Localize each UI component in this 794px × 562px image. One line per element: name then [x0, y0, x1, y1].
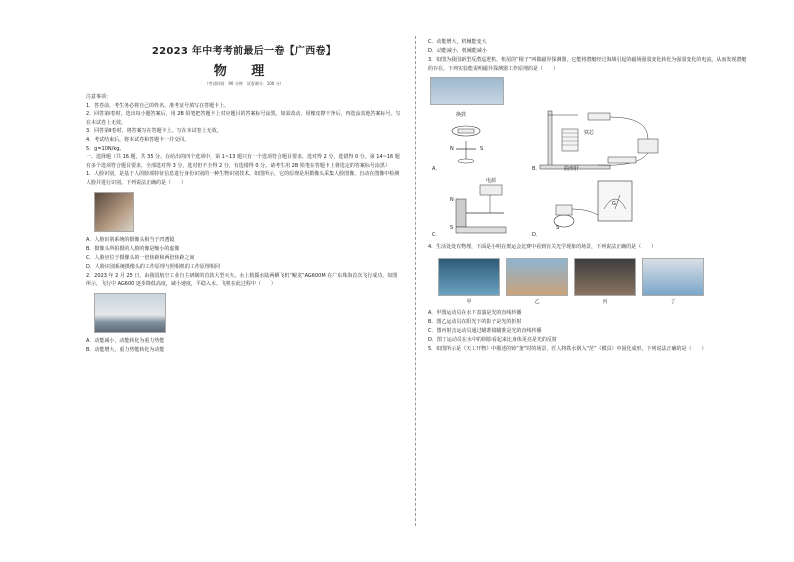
question-4-option: A．甲图运动员在水下表演是光的直线传播 [428, 309, 522, 316]
diagram-d-label: G [612, 201, 616, 208]
question-4-option: C．图丙射击运动员通过瞄准镜瞄准是光的直线传播 [428, 327, 542, 334]
option-b-label: B． [532, 166, 541, 173]
section-instructions: 一、选择题（共 16 题，共 35 分。在给出的四个选项中，第 1~13 题只有一个选项符合题目要求，选对得 2 分，选错得 0 分。第 14~16 题有多个选项符合题目要求，全部选对得 3 分，选对但不全得 2 分，有选错得 0 分。请考生用 2B 铅笔在答题卡上将选定的答案标号涂黑） [86, 154, 400, 169]
note-item: 3．回答第Ⅱ卷时，将答案写在答题卡上。写在本试卷上无效。 [86, 128, 222, 135]
patrol-aircraft-photo [430, 77, 504, 105]
question-4-stem: 4．生活处处有物理，下面是小明在奥运会比赛中看到有关光学现象的场景，下列说法正确的是（ ） [428, 244, 657, 251]
note-item: 4．考试结束后，将本试卷和答题卡一并交回。 [86, 136, 190, 143]
diagram-c-motor [428, 183, 528, 245]
diagram-c-n: N [450, 197, 454, 204]
subject-title: 物 理 [213, 64, 275, 79]
question-4-photos [438, 258, 748, 296]
swimmer-reflection-photo [642, 258, 704, 296]
question-1-option: B．摄像头所拍摄的人脸的像是缩小的虚像 [86, 245, 180, 252]
exam-title: 22023 年中考考前最后一卷【广西卷】 [151, 46, 337, 57]
photo-label: 丁 [670, 298, 676, 305]
question-2-option: C．动能增大，机械能变大 [428, 39, 487, 45]
question-4-option: B．图乙运动员在阳光下的影子是光的折射 [428, 318, 522, 325]
option-d-label: D． [532, 232, 541, 239]
question-2-option: D．动能减小，机械能减小 [428, 48, 487, 54]
diagram-a-label: 换鼓 [456, 112, 467, 119]
question-2-option: B．动能增大，重力势能转化为动能 [86, 346, 165, 353]
note-item: 5．g=10N/kg。 [86, 145, 125, 152]
question-3-stem: 3．如图为我国新型反潜巡逻机，机尾的“棍子”叫做磁异探测器，它能将潜艇经过海域引起的磁场强弱变化转化为强弱变化的电流，从而发现潜艇的存在。下列实验能说明磁异探测器工作原理的是（ ） [428, 57, 747, 72]
diagram-a-s: S [480, 146, 484, 153]
question-5-stem: 5．如图所示是《天工开物》中描述的铸“釜”时的场景，匠人将铁水倒入“范”（模具）中固化成形。下列说法正确的是（ ） [428, 345, 707, 352]
question-4-option: D．图丁运动员在水中的倒影看起来比身体更亮是光的反射 [428, 336, 557, 343]
option-c-label: C． [432, 232, 441, 239]
diagram-b-label: 铁芯 [584, 130, 595, 137]
column-divider [415, 36, 416, 526]
question-1-stem: 1．人脸识别，是基于人的脸部特征信息进行身份识别的一种生物识别技术，如图所示，它的原理是用摄像头采集人脸图像，自动在图像中检测人脸并进行识别。下列说法正确的是（ ） [86, 171, 400, 186]
diagram-c-s: S [450, 225, 454, 232]
left-column [86, 38, 402, 355]
diagram-c-label: 电源 [486, 178, 497, 185]
notes-heading: 注意事项： [86, 94, 112, 100]
question-2-option: A．动能减小，动能转化为重力势能 [86, 337, 165, 344]
diagram-b-label: 曲形肝 [564, 166, 580, 173]
diagram-d-generator [538, 179, 648, 241]
exam-meta: （考试时间：90 分钟 试卷满分：100 分） [204, 81, 284, 86]
question-1-option: A．人脸识别系统的摄像头相当于凹透镜 [86, 236, 175, 243]
face-recognition-photo [94, 192, 134, 232]
question-4-photo-labels [438, 298, 748, 305]
diagram-a-n: N [450, 146, 454, 153]
question-1-option: D．人脸识别系统摄像头的工作原理与照相机的工作原理相同 [86, 263, 220, 270]
note-item: 1．答卷前，考生务必将自己的姓名、准考证号填写在答题卡上。 [86, 102, 230, 109]
option-a-label: A． [432, 166, 441, 173]
question-3-diagrams-cd [428, 179, 748, 243]
shooting-photo [574, 258, 636, 296]
swimming-photo [438, 258, 500, 296]
diagram-d-label: S [556, 225, 560, 232]
note-item: 2．回答第Ⅰ卷时，选出每小题答案后，用 2B 铅笔把答题卡上对应题目的答案标号涂黑。如需改动，用橡皮擦干净后，再选涂其他答案标号。写在本试卷上无效。 [86, 111, 401, 126]
track-photo [506, 258, 568, 296]
question-3-diagrams-ab [428, 109, 748, 179]
question-1-option: C．人脸应位于摄像头的一倍焦距和两倍焦距之间 [86, 254, 195, 261]
photo-label: 甲 [466, 298, 472, 305]
right-column [428, 38, 748, 353]
question-2-stem: 2．2023 年 2 月 25 日，由我国航空工业自主研制的首款大型灭火、水上救援水陆两栖飞机“鲲龙”AG600M 在广东珠海首次飞行成功。如图所示，飞行中 AG600 逐步降低高度，减小速度，平稳入水。飞机在此过程中（ ） [86, 272, 398, 288]
seaplane-photo [94, 293, 166, 333]
photo-label: 丙 [602, 298, 608, 305]
photo-label: 乙 [534, 298, 540, 305]
